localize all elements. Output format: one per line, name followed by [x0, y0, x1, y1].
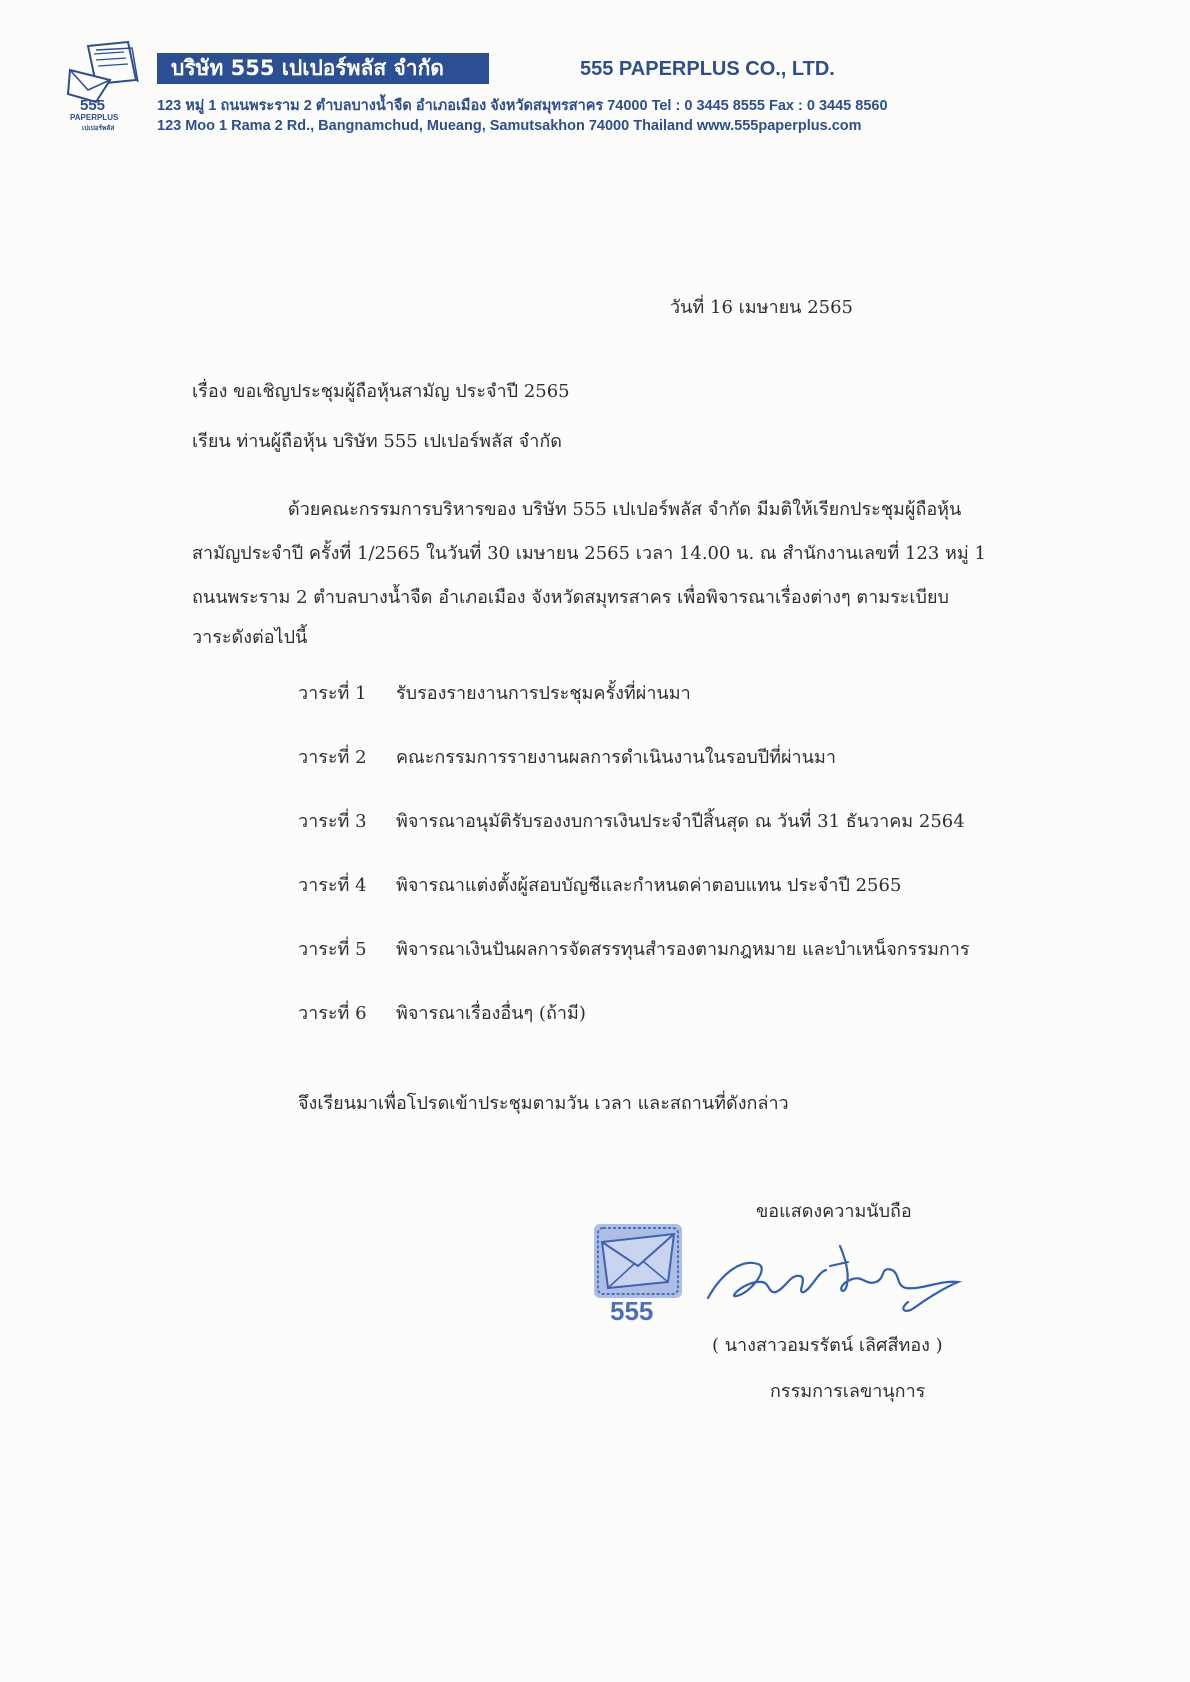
body-line: วาระดังต่อไปนี้ — [192, 627, 308, 648]
body-line: ถนนพระราม 2 ตำบลบางน้ำจืด อำเภอเมือง จังหวัดสมุทรสาคร เพื่อพิจารณาเรื่องต่างๆ ตามระเบียบ — [192, 587, 949, 608]
agenda-text: พิจารณาเรื่องอื่นๆ (ถ้ามี) — [396, 1003, 586, 1024]
letter-date: วันที่ 16 เมษายน 2565 — [670, 297, 853, 318]
agenda-text: คณะกรรมการรายงานผลการดำเนินงานในรอบปีที่ผ่านมา — [396, 747, 836, 768]
agenda-item — [298, 742, 836, 771]
agenda-text: พิจารณาอนุมัติรับรองงบการเงินประจำปีสิ้นสุด ณ วันที่ 31 ธันวาคม 2564 — [396, 811, 965, 832]
letter-recipient: เรียน ท่านผู้ถือหุ้น บริษัท 555 เปเปอร์พลัส จำกัด — [192, 431, 562, 452]
svg-text:555: 555 — [80, 97, 106, 114]
agenda-item — [298, 678, 691, 707]
company-name-th: บริษัท 555 เปเปอร์พลัส จำกัด — [157, 53, 489, 84]
agenda-item — [298, 998, 586, 1027]
svg-text:555: 555 — [610, 1296, 654, 1324]
agenda-number: วาระที่ 6 — [298, 1003, 367, 1024]
agenda-number: วาระที่ 3 — [298, 811, 367, 832]
agenda-item — [298, 870, 901, 899]
agenda-item — [298, 806, 965, 835]
agenda-text: พิจารณาเงินปันผลการจัดสรรทุนสำรองตามกฎหมาย และบำเหน็จกรรมการ — [396, 939, 970, 960]
svg-text:PAPERPLUS: PAPERPLUS — [70, 113, 119, 122]
signatory-title: กรรมการเลขานุการ — [770, 1381, 926, 1402]
address-en: 123 Moo 1 Rama 2 Rd., Bangnamchud, Mueang, Samutsakhon 74000 Thailand www.555paperplus.com — [157, 118, 862, 134]
address-th: 123 หมู่ 1 ถนนพระราม 2 ตำบลบางน้ำจืด อำเภอเมือง จังหวัดสมุทรสาคร 74000 Tel : 0 3445 8555 Fax : 0 3445 8560 — [157, 98, 888, 114]
letter-subject: เรื่อง ขอเชิญประชุมผู้ถือหุ้นสามัญ ประจำปี 2565 — [192, 381, 570, 402]
company-stamp — [588, 1220, 688, 1324]
agenda-text: พิจารณาแต่งตั้งผู้สอบบัญชีและกำหนดค่าตอบแทน ประจำปี 2565 — [396, 875, 902, 896]
signatory-name: ( นางสาวอมรรัตน์ เลิศสีทอง ) — [712, 1335, 943, 1356]
company-name-en: 555 PAPERPLUS CO., LTD. — [580, 58, 835, 80]
agenda-text: รับรองรายงานการประชุมครั้งที่ผ่านมา — [396, 683, 691, 704]
closing-line: จึงเรียนมาเพื่อโปรดเข้าประชุมตามวัน เวลา และสถานที่ดังกล่าว — [298, 1093, 789, 1114]
agenda-number: วาระที่ 2 — [298, 747, 367, 768]
regards-line: ขอแสดงความนับถือ — [756, 1201, 912, 1222]
body-line: สามัญประจำปี ครั้งที่ 1/2565 ในวันที่ 30 เมษายน 2565 เวลา 14.00 น. ณ สำนักงานเลขที่ 123 หมู่ 1 — [192, 543, 986, 564]
body-line: ด้วยคณะกรรมการบริหารของ บริษัท 555 เปเปอร์พลัส จำกัด มีมติให้เรียกประชุมผู้ถือหุ้น — [288, 499, 962, 520]
agenda-item — [298, 934, 970, 963]
agenda-number: วาระที่ 5 — [298, 939, 367, 960]
company-logo — [66, 40, 146, 132]
agenda-number: วาระที่ 4 — [298, 875, 367, 896]
svg-text:เปเปอร์พลัส: เปเปอร์พลัส — [82, 124, 115, 132]
signature — [700, 1236, 970, 1322]
agenda-number: วาระที่ 1 — [298, 683, 367, 704]
